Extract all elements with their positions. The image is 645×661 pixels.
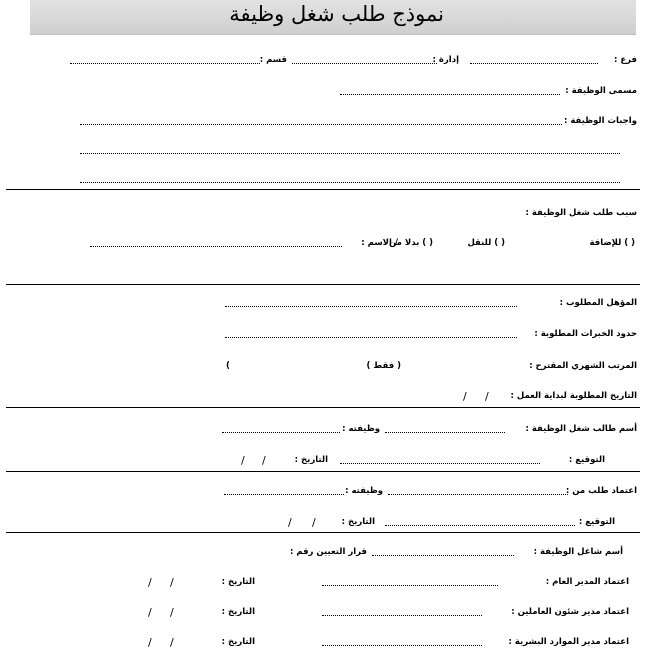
approval-gm-label: اعتماد المدير العام : xyxy=(545,577,629,587)
date-slash: / xyxy=(170,606,174,619)
addition-option[interactable]: ( ) للإضافة xyxy=(589,238,635,248)
qualification-label: المؤهل المطلوب : xyxy=(559,298,637,308)
approved-by-field[interactable] xyxy=(388,494,568,495)
section-divider xyxy=(6,471,640,472)
salary-label: المرتب الشهري المقترح : xyxy=(529,361,637,371)
section-divider xyxy=(6,532,640,533)
job-title-label: مسمى الوظيفة : xyxy=(565,86,637,96)
section-label: قسم : xyxy=(259,55,287,65)
replacement-name-label: / الاسم : xyxy=(361,238,398,248)
date-slash: / xyxy=(241,454,245,467)
approval-signature-label: التوقيع : xyxy=(578,517,615,527)
date-slash: / xyxy=(288,516,292,529)
section-divider xyxy=(6,407,640,408)
approved-by-label: اعتماد طلب من : xyxy=(565,486,637,496)
approval-date-label: التاريخ : xyxy=(341,517,375,527)
approval-hr-affairs-field[interactable] xyxy=(322,615,482,616)
start-date-label: التاريخ المطلوبة لبداية العمل : xyxy=(510,391,637,401)
job-duties-label: واجبات الوظيفة : xyxy=(563,116,637,126)
requester-date-label: التاريخ : xyxy=(294,455,328,465)
date-slash: / xyxy=(170,636,174,649)
date-slash: / xyxy=(485,390,489,403)
page-title: نموذج طلب شغل وظيفة xyxy=(229,2,444,26)
date-slash: / xyxy=(312,516,316,529)
approval-gm-date-label: التاريخ : xyxy=(221,577,255,587)
requester-signature-label: التوقيع : xyxy=(568,455,605,465)
date-slash: / xyxy=(170,576,174,589)
replacement-option[interactable]: ( ) بدلا من xyxy=(389,238,433,248)
experience-label: حدود الخبرات المطلوبة : xyxy=(534,329,637,339)
requester-name-label: أسم طالب شغل الوظيفة : xyxy=(525,424,637,434)
approval-hr-resources-label: اعتماد مدير الموارد البشرية : xyxy=(508,637,629,647)
occupant-name-field[interactable] xyxy=(372,555,514,556)
department-label: إدارة : xyxy=(432,55,459,65)
job-title-field[interactable] xyxy=(340,94,560,95)
date-slash: / xyxy=(148,576,152,589)
requester-signature-field[interactable] xyxy=(340,463,540,464)
transfer-option[interactable]: ( ) للنقل xyxy=(467,238,505,248)
approval-position-label: وظيفته : xyxy=(345,486,383,496)
section-field[interactable] xyxy=(70,63,260,64)
requester-position-label: وظيفته : xyxy=(342,424,380,434)
reason-label: سبب طلب شغل الوظيفة : xyxy=(525,208,637,218)
section-divider xyxy=(6,284,640,285)
job-duties-field-1[interactable] xyxy=(80,124,562,125)
section-divider xyxy=(6,189,640,190)
approval-hr-resources-field[interactable] xyxy=(322,645,482,646)
branch-label: فرع : xyxy=(613,55,637,65)
replacement-name-field[interactable] xyxy=(90,246,342,247)
date-slash: / xyxy=(148,636,152,649)
date-slash: / xyxy=(262,454,266,467)
occupant-name-label: أسم شاغل الوظيفة : xyxy=(533,547,623,557)
requester-position-field[interactable] xyxy=(222,432,340,433)
approval-gm-field[interactable] xyxy=(322,585,498,586)
date-slash: / xyxy=(463,390,467,403)
approval-position-field[interactable] xyxy=(224,494,344,495)
title-bar xyxy=(30,0,636,35)
salary-note: ( فقط ) xyxy=(366,361,401,371)
requester-name-field[interactable] xyxy=(385,432,505,433)
department-field[interactable] xyxy=(292,63,437,64)
approval-hr-affairs-label: اعتماد مدير شئون العاملين : xyxy=(511,607,629,617)
appointment-no-label: قرار التعيين رقم : xyxy=(289,547,367,557)
experience-field[interactable] xyxy=(225,337,517,338)
qualification-field[interactable] xyxy=(225,306,517,307)
approval-hr-affairs-date-label: التاريخ : xyxy=(221,607,255,617)
date-slash: / xyxy=(148,606,152,619)
job-duties-field-2[interactable] xyxy=(80,153,620,154)
approval-hr-resources-date-label: التاريخ : xyxy=(221,637,255,647)
job-duties-field-3[interactable] xyxy=(80,182,620,183)
approval-signature-field[interactable] xyxy=(385,525,575,526)
salary-amount-field[interactable]: ( ( فقط ) xyxy=(226,361,401,371)
branch-field[interactable] xyxy=(470,63,598,64)
